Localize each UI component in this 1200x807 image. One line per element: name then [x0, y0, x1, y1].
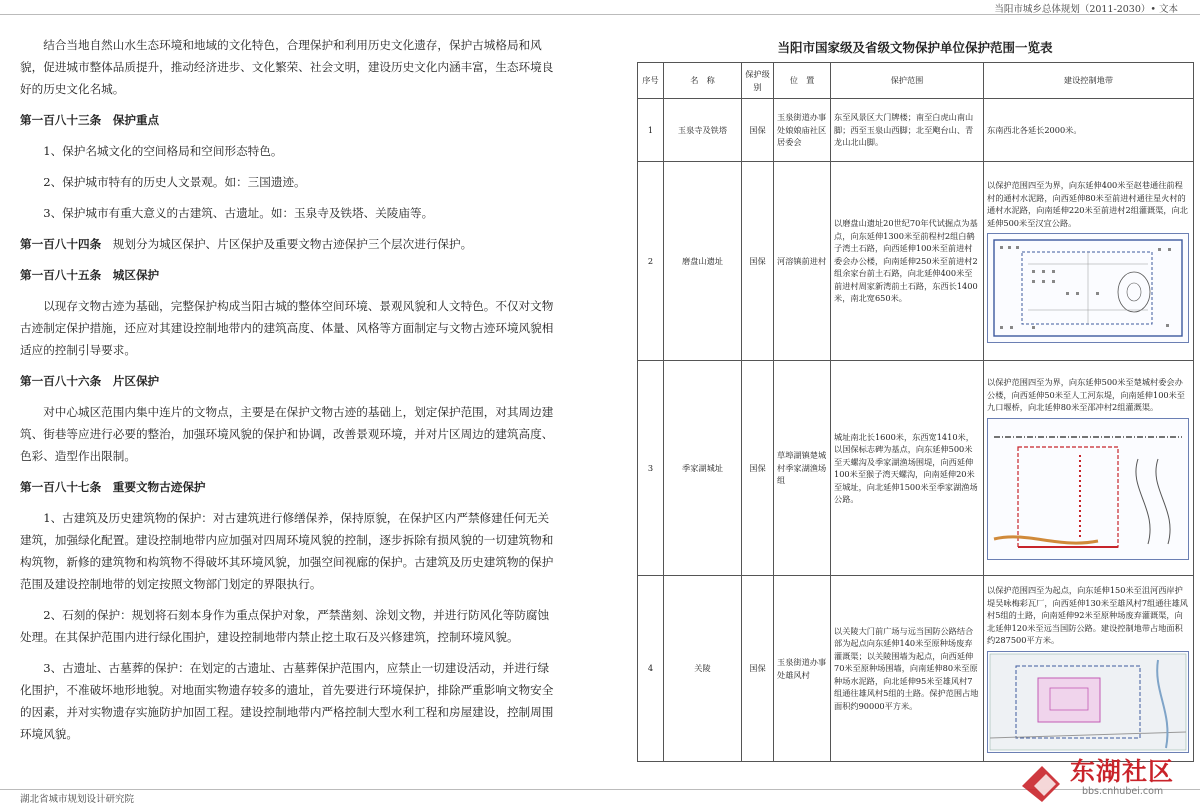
article-183-heading: 第一百八十三条 保护重点 — [20, 113, 160, 127]
site-map-guanling — [987, 651, 1189, 753]
col-header-level: 保护级别 — [742, 63, 774, 99]
table-row — [638, 361, 1194, 576]
cell-range: 城址南北长1600米，东西宽1410米，以国保标志碑为基点，向东延伸500米至天螺沟及季家湖渔场围堤，向西延伸100米至猴子湾天螺沟，向南延伸20米至城址，向北延伸1500米至季家湖渔场公路。 — [831, 361, 984, 576]
watermark-text: 东湖社区 — [1070, 757, 1175, 786]
cell-control-text: 以保护范围四至为起点，向东延伸150米至沮河西岸护堤吴咏梅彩瓦厂，向西延伸130米至雄风村7组通往雄风村5组的土路，向南延伸92米至原种场废弃灌溉渠，向北延伸120米至远当国防公路。建设控制地带占地面积约287500平方米。 — [987, 585, 1188, 646]
table-header-row — [638, 63, 1194, 99]
cell-no: 2 — [638, 162, 664, 361]
cell-name: 玉泉寺及铁塔 — [664, 99, 742, 162]
cell-name: 磨盘山遗址 — [664, 162, 742, 361]
article-187-item: 2、石刻的保护：规划将石刻本身作为重点保护对象，严禁凿刻、涂划文物，并进行防风化等防腐蚀处理。在其保护范围内进行绿化围护，建设控制地带内禁止挖土取石及兴修建筑，控制环境风貌。 — [20, 608, 550, 644]
cell-location: 玉泉街道办事处娘娘庙社区居委会 — [774, 99, 831, 162]
article-187-heading: 第一百八十七条 重要文物古迹保护 — [20, 480, 206, 494]
site-map-mopanshan — [987, 233, 1189, 343]
col-header-location: 位 置 — [774, 63, 831, 99]
article-187-item: 3、古遗址、古墓葬的保护：在划定的古遗址、古墓葬保护范围内，应禁止一切建设活动，并进行绿化围护，不准破坏地形地貌。对地面实物遗存较多的遗址，首先要进行环境保护，排除严重影响文物安全的因素，并对实物遗存实施防护加固工程。建设控制地带内严格控制大型水利工程和房屋建设，控制周围环境风貌。 — [20, 661, 554, 741]
table-row — [638, 99, 1194, 162]
col-header-name: 名 称 — [664, 63, 742, 99]
article-183-item: 2、保护城市特有的历史人文景观。如：三国遗迹。 — [43, 175, 306, 189]
cell-no: 3 — [638, 361, 664, 576]
col-header-control: 建设控制地带 — [984, 63, 1194, 99]
cell-level: 国保 — [742, 361, 774, 576]
cell-control — [984, 162, 1194, 361]
body-text — [20, 34, 560, 745]
cell-control: 东南西北各延长2000米。 — [984, 99, 1194, 162]
cell-range: 以磨盘山遗址20世纪70年代试掘点为基点，向东延伸1300米至前程村2组白鹤子湾土石路，向西延伸100米至前进村委会办公楼，向南延伸250米至前进村2组余家台前土石路，向北延伸400米至前进村周家新湾前土石路，东西长1400米，南北宽650米。 — [831, 162, 984, 361]
cell-name: 季家湖城址 — [664, 361, 742, 576]
cell-range: 东至风景区大门牌楼；南至白虎山南山脚；西至玉泉山西脚；北至飑台山、青龙山北山脚。 — [831, 99, 984, 162]
article-184-text: 规划分为城区保护、片区保护及重要文物古迹保护三个层次进行保护。 — [112, 237, 473, 251]
cell-location: 玉泉街道办事处雄风村 — [774, 576, 831, 762]
article-186-text: 对中心城区范围内集中连片的文物点，主要是在保护文物古迹的基础上，划定保护范围，对其周边建筑、街巷等应进行必要的整治，加强环境风貌的保护和协调，改善景观环境，并对片区周边的建筑高度、色彩、造型作出限制。 — [20, 405, 554, 463]
article-183-item: 1、保护名城文化的空间格局和空间形态特色。 — [43, 144, 283, 158]
running-header: 当阳市城乡总体规划（2011-2030）• 文本 — [994, 4, 1178, 15]
cell-range: 以关陵大门前广场与远当国防公路结合部为起点向东延伸140米至原种场废弃灌溉渠；以关陵围墙为起点，向西延伸70米至原种场围墙，向南延伸80米至原种场水泥路，向北延伸95米至雄风村7组通往雄风村5组的土路。保护范围占地面积约90000平方米。 — [831, 576, 984, 762]
cell-control — [984, 576, 1194, 762]
intro-paragraph: 结合当地自然山水生态环境和地域的文化特色，合理保护和利用历史文化遗存，保护古城格局和风貌，促进城市整体品质提升，推动经济进步、文化繁荣、社会文明，建设历史文化内涵丰富，生态环境良好的历史文化名城。 — [20, 38, 554, 96]
article-184-label: 第一百八十四条 — [20, 237, 102, 251]
article-184 — [20, 233, 560, 255]
cell-no: 4 — [638, 576, 664, 762]
cell-location: 河溶镇前进村 — [774, 162, 831, 361]
cell-name: 关陵 — [664, 576, 742, 762]
col-header-no: 序号 — [638, 63, 664, 99]
cell-control-text: 以保护范围四至为界，向东延伸400米至赵巷通往前程村的通村水泥路，向西延伸80米至前进村通往星火村的通村水泥路，向南延伸220米至前进村2组灌溉渠，向北延伸500米至汉宜公路。 — [987, 180, 1188, 228]
article-183-item: 3、保护城市有重大意义的古建筑、古遗址。如：玉泉寺及铁塔、关陵庙等。 — [43, 206, 434, 220]
col-header-range: 保护范围 — [831, 63, 984, 99]
article-185-heading: 第一百八十五条 城区保护 — [20, 268, 160, 282]
cell-control — [984, 361, 1194, 576]
table-row — [638, 576, 1194, 762]
article-185-text: 以现存文物古迹为基础，完整保护构成当阳古城的整体空间环境、景观风貌和人文特色。不仅对文物古迹制定保护措施，还应对其建设控制地带内的建筑高度、体量、风格等方面制定与文物古迹环境风貌相适应的控制引导要求。 — [20, 299, 554, 357]
table-row — [638, 162, 1194, 361]
site-map-jijiahu — [987, 418, 1189, 560]
table-title: 当阳市国家级及省级文物保护单位保护范围一览表 — [777, 40, 1053, 55]
cell-level: 国保 — [742, 576, 774, 762]
cell-level: 国保 — [742, 99, 774, 162]
footer-institute: 湖北省城市规划设计研究院 — [20, 794, 135, 805]
cell-control-text: 以保护范围四至为界，向东延伸500米至楚城村委会办公楼，向西延伸50米至人工河东堤，向南延伸100米至九口堰桥，向北延伸80米至邵冲村2组灌溉渠。 — [987, 377, 1185, 413]
cell-no: 1 — [638, 99, 664, 162]
article-186-heading: 第一百八十六条 片区保护 — [20, 374, 160, 388]
article-187-item: 1、古建筑及历史建筑物的保护：对古建筑进行修缮保养，保持原貌，在保护区内严禁修建任何无关建筑，加强绿化配置。建设控制地带内应加强对四周环境风貌的控制，逐步拆除有损风貌的一切建筑物和构筑物，新修的建筑物和构筑物不得破坏其环境风貌，加强空间视廊的保护。古建筑及历史建筑物的保护范围及建设控制地带的划定按照文物部门划定的界限执行。 — [20, 511, 554, 591]
protection-table — [637, 62, 1194, 762]
watermark-url: bbs.cnhubei.com — [1082, 786, 1164, 797]
cell-location: 草埠湖镇楚城村季家湖渔场组 — [774, 361, 831, 576]
cell-level: 国保 — [742, 162, 774, 361]
